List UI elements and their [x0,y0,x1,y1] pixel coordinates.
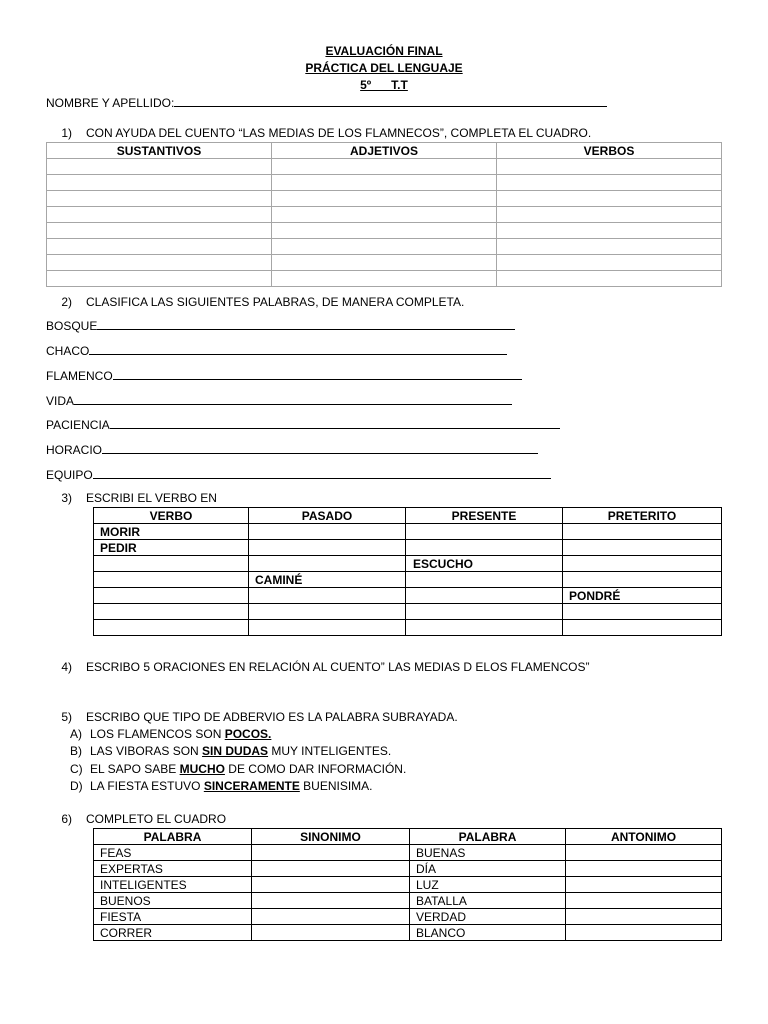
table-row [47,271,722,287]
table-cell: ESCUCHO [406,556,563,572]
table-cell: BATALLA [410,893,566,909]
question-number: 1) [61,126,72,140]
table-cell[interactable] [406,572,563,588]
question-text: COMPLETO EL CUADRO [86,812,227,826]
table-header: VERBOS [497,143,722,159]
table-header: PRETERITO [563,508,722,524]
name-label: NOMBRE Y APELLIDO: [46,96,175,110]
table-header: SINONIMO [252,829,410,845]
table-cell[interactable] [566,893,722,909]
table-cell[interactable] [94,604,249,620]
adverb-item-d [70,779,373,793]
classify-line-horacio[interactable] [46,442,538,457]
question-text: ESCRIBI EL VERBO EN [86,491,217,505]
question-1 [46,126,591,140]
adverb-item-a [70,727,271,741]
table-row [94,556,722,572]
answer-blank[interactable] [89,343,507,355]
table-row [94,588,722,604]
item-text: LOS FLAMENCOS SON [90,727,225,741]
underlined-word: POCOS. [224,727,272,741]
word-label: FLAMENCO [46,369,113,383]
table-cell: INTELIGENTES [94,877,252,893]
item-label: C) [70,762,83,776]
table-cell[interactable] [249,556,406,572]
name-blank[interactable] [174,95,607,107]
classify-line-chaco[interactable] [46,343,507,358]
table-row [94,861,722,877]
answer-blank[interactable] [113,368,522,380]
classify-line-vida[interactable] [46,393,512,408]
table-header: SUSTANTIVOS [47,143,272,159]
table-cell[interactable] [272,175,497,191]
name-field[interactable] [46,95,607,110]
table-row [47,239,722,255]
table-row [47,207,722,223]
table-cell[interactable] [563,556,722,572]
table-cell[interactable] [566,877,722,893]
table-row [94,540,722,556]
word-label: VIDA [46,394,75,408]
table-cell[interactable] [272,159,497,175]
table-row [47,175,722,191]
table-header: ADJETIVOS [272,143,497,159]
verb-tense-table [93,507,722,636]
table-cell[interactable] [272,207,497,223]
adverb-item-c [70,762,406,776]
table-header: PALABRA [94,829,252,845]
classify-line-equipo[interactable] [46,467,551,482]
table-cell[interactable] [94,572,249,588]
table-cell: DÍA [410,861,566,877]
table-cell[interactable] [272,191,497,207]
page-subtitle: PRÁCTICA DEL LENGUAJE [305,61,463,75]
question-number: 2) [61,295,72,309]
nouns-adjectives-verbs-table [46,142,722,287]
table-cell[interactable] [47,223,272,239]
table-cell[interactable] [563,524,722,540]
table-cell[interactable] [252,893,410,909]
word-label: BOSQUE [46,319,98,333]
table-cell: CAMINÉ [249,572,406,588]
table-cell[interactable] [94,620,249,636]
item-text: MUY INTELIGENTES. [268,744,392,758]
table-cell[interactable] [47,159,272,175]
table-cell: VERDAD [410,909,566,925]
question-2 [46,295,464,309]
underlined-word: SIN DUDAS [202,744,269,758]
table-cell[interactable] [272,271,497,287]
table-row [94,845,722,861]
question-text: ESCRIBO QUE TIPO DE ADBERVIO ES LA PALABRA SUBRAYADA. [86,710,458,724]
word-label: HORACIO [46,443,103,457]
table-cell[interactable] [563,540,722,556]
question-text: CON AYUDA DEL CUENTO “LAS MEDIAS DE LOS FLAMNECOS”, COMPLETA EL CUADRO. [86,126,592,140]
table-cell[interactable] [47,271,272,287]
table-header: PASADO [249,508,406,524]
table-cell[interactable] [497,271,722,287]
table-cell: BUENOS [94,893,252,909]
table-cell: MORIR [94,524,249,540]
underlined-word: MUCHO [179,762,225,776]
table-cell[interactable] [252,925,410,941]
table-cell[interactable] [497,175,722,191]
table-cell[interactable] [47,207,272,223]
table-cell[interactable] [406,524,563,540]
table-cell[interactable] [406,588,563,604]
table-cell[interactable] [272,223,497,239]
question-text: ESCRIBO 5 ORACIONES EN RELACIÓN AL CUENTO” LAS MEDIAS D ELOS FLAMENCOS” [86,660,590,674]
table-cell[interactable] [249,588,406,604]
answer-blank[interactable] [110,417,560,429]
table-cell: BUENAS [410,845,566,861]
table-row [94,877,722,893]
table-cell[interactable] [566,909,722,925]
table-row [94,893,722,909]
table-cell[interactable] [563,620,722,636]
question-number: 3) [61,491,72,505]
table-cell[interactable] [497,239,722,255]
answer-blank[interactable] [97,318,515,330]
item-text: LAS VIBORAS SON [90,744,203,758]
item-label: A) [70,727,82,741]
table-cell[interactable] [47,255,272,271]
table-cell: CORRER [94,925,252,941]
question-number: 6) [61,812,72,826]
table-cell: BLANCO [410,925,566,941]
table-cell[interactable] [406,540,563,556]
table-cell[interactable] [566,925,722,941]
table-row [94,620,722,636]
page-title: EVALUACIÓN FINAL [325,44,443,58]
table-cell[interactable] [252,909,410,925]
table-row [94,524,722,540]
question-3 [46,491,217,505]
table-header: VERBO [94,508,249,524]
table-cell[interactable] [497,223,722,239]
table-row [94,909,722,925]
item-text: EL SAPO SABE [90,762,180,776]
grade-label: 5º T.T [360,78,408,92]
question-number: 4) [61,660,72,674]
table-row [47,191,722,207]
table-row [47,223,722,239]
table-cell[interactable] [249,540,406,556]
table-row [94,604,722,620]
table-cell[interactable] [497,207,722,223]
table-cell: FIESTA [94,909,252,925]
table-cell: FEAS [94,845,252,861]
table-cell[interactable] [47,191,272,207]
question-5 [46,710,458,724]
table-cell[interactable] [252,877,410,893]
question-6 [46,812,226,826]
table-row [47,159,722,175]
classify-line-flamenco[interactable] [46,368,522,383]
table-cell: LUZ [410,877,566,893]
table-cell: PONDRÉ [563,588,722,604]
table-header: PALABRA [410,829,566,845]
table-cell: PEDIR [94,540,249,556]
answer-blank[interactable] [102,442,538,454]
table-cell[interactable] [249,604,406,620]
question-4 [46,660,589,674]
table-cell[interactable] [566,861,722,877]
table-cell[interactable] [47,239,272,255]
table-cell[interactable] [94,556,249,572]
table-cell[interactable] [563,604,722,620]
table-cell[interactable] [252,861,410,877]
table-cell[interactable] [406,620,563,636]
word-label: EQUIPO [46,468,93,482]
table-cell[interactable] [406,604,563,620]
classify-line-bosque[interactable] [46,318,515,333]
word-label: PACIENCIA [46,418,110,432]
table-cell[interactable] [272,255,497,271]
table-cell[interactable] [566,845,722,861]
table-cell[interactable] [497,191,722,207]
item-label: B) [70,744,82,758]
classify-line-paciencia[interactable] [46,417,560,432]
underlined-word: SINCERAMENTE [203,779,300,793]
item-text: LA FIESTA ESTUVO [90,779,204,793]
table-cell[interactable] [94,588,249,604]
answer-blank[interactable] [93,467,551,479]
table-cell[interactable] [252,845,410,861]
question-text: CLASIFICA LAS SIGUIENTES PALABRAS, DE MANERA COMPLETA. [86,295,465,309]
table-cell[interactable] [47,175,272,191]
item-text: BUENISIMA. [299,779,373,793]
table-header: ANTONIMO [566,829,722,845]
word-label: CHACO [46,344,90,358]
adverb-item-b [70,744,391,758]
table-cell[interactable] [497,159,722,175]
item-text: DE COMO DAR INFORMACIÓN. [224,762,407,776]
table-cell[interactable] [563,572,722,588]
synonym-antonym-table [93,828,722,941]
table-row [47,255,722,271]
item-label: D) [70,779,83,793]
answer-blank[interactable] [74,393,512,405]
table-header: PRESENTE [406,508,563,524]
table-cell[interactable] [249,524,406,540]
table-row [94,572,722,588]
table-cell: EXPERTAS [94,861,252,877]
table-cell[interactable] [272,239,497,255]
table-cell[interactable] [249,620,406,636]
question-number: 5) [61,710,72,724]
table-row [94,925,722,941]
table-cell[interactable] [497,255,722,271]
